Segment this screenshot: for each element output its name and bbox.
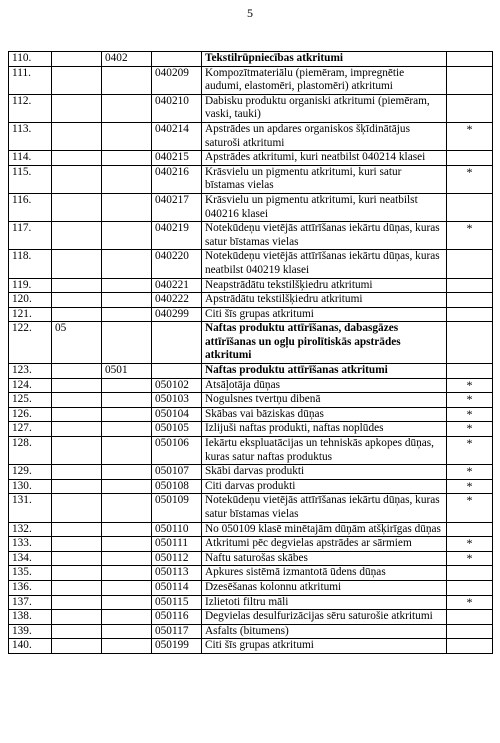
row-number: 121. [9, 307, 52, 322]
row-number: 119. [9, 278, 52, 293]
waste-description: Naftas produktu attīrīšanas, dabasgāzes attīrīšanas un ogļu pirolītiskās apstrādes atkritumi [202, 322, 447, 364]
waste-code: 050105 [152, 422, 202, 437]
waste-description: Asfalts (bitumens) [202, 624, 447, 639]
waste-code: 040217 [152, 193, 202, 221]
hazard-marker [447, 94, 493, 122]
row-number: 113. [9, 122, 52, 150]
waste-description: Iekārtu ekspluatācijas un tehniskās apkopes dūņas, kuras satur naftas produktus [202, 437, 447, 465]
chapter-code [52, 551, 102, 566]
hazard-marker [447, 580, 493, 595]
hazard-marker [447, 624, 493, 639]
waste-classification-table [8, 51, 493, 654]
hazard-marker [447, 322, 493, 364]
hazard-marker [447, 52, 493, 67]
subchapter-code [102, 94, 152, 122]
waste-code: 050117 [152, 624, 202, 639]
table-row [9, 193, 493, 221]
hazard-marker: * [447, 122, 493, 150]
hazard-marker [447, 66, 493, 94]
waste-code: 040215 [152, 151, 202, 166]
hazard-marker: * [447, 378, 493, 393]
chapter-code [52, 52, 102, 67]
waste-description: Dzesēšanas kolonnu atkritumi [202, 580, 447, 595]
subchapter-code [102, 393, 152, 408]
table-row [9, 165, 493, 193]
row-number: 126. [9, 407, 52, 422]
row-number: 139. [9, 624, 52, 639]
subchapter-code [102, 624, 152, 639]
waste-code: 050106 [152, 437, 202, 465]
table-row [9, 278, 493, 293]
waste-description: Atsāļotāja dūņas [202, 378, 447, 393]
table-row [9, 437, 493, 465]
row-number: 137. [9, 595, 52, 610]
waste-description: Apstrādes un apdares organiskos šķīdinātājus saturoši atkritumi [202, 122, 447, 150]
chapter-code [52, 193, 102, 221]
row-number: 120. [9, 293, 52, 308]
waste-description: Naftas produktu attīrīšanas atkritumi [202, 364, 447, 379]
row-number: 133. [9, 537, 52, 552]
waste-description: Krāsvielu un pigmentu atkritumi, kuri satur bīstamas vielas [202, 165, 447, 193]
row-number: 124. [9, 378, 52, 393]
row-number: 114. [9, 151, 52, 166]
chapter-code [52, 465, 102, 480]
waste-code: 040220 [152, 250, 202, 278]
row-number: 135. [9, 566, 52, 581]
table-body [9, 52, 493, 654]
waste-code: 050109 [152, 494, 202, 522]
subchapter-code [102, 580, 152, 595]
waste-code: 050111 [152, 537, 202, 552]
table-row [9, 222, 493, 250]
chapter-code [52, 624, 102, 639]
waste-code: 040216 [152, 165, 202, 193]
waste-description: Notekūdeņu vietējās attīrīšanas iekārtu dūņas, kuras satur bīstamas vielas [202, 222, 447, 250]
hazard-marker: * [447, 437, 493, 465]
table-row [9, 94, 493, 122]
table-row [9, 151, 493, 166]
table-row [9, 465, 493, 480]
chapter-code [52, 407, 102, 422]
waste-code: 050115 [152, 595, 202, 610]
waste-code: 040214 [152, 122, 202, 150]
waste-description: Apstrādātu tekstilšķiedru atkritumi [202, 293, 447, 308]
subchapter-code [102, 551, 152, 566]
subchapter-code: 0402 [102, 52, 152, 67]
subchapter-code [102, 566, 152, 581]
chapter-code [52, 610, 102, 625]
waste-description: Skābi darvas produkti [202, 465, 447, 480]
subchapter-code [102, 151, 152, 166]
table-row [9, 307, 493, 322]
waste-code [152, 364, 202, 379]
subchapter-code [102, 322, 152, 364]
waste-description: No 050109 klasē minētajām dūņām atšķirīgas dūņas [202, 522, 447, 537]
hazard-marker [447, 639, 493, 654]
hazard-marker: * [447, 165, 493, 193]
waste-description: Nogulsnes tvertņu dibenā [202, 393, 447, 408]
table-row [9, 407, 493, 422]
subchapter-code [102, 165, 152, 193]
chapter-code [52, 278, 102, 293]
table-row [9, 52, 493, 67]
chapter-code [52, 250, 102, 278]
waste-description: Kompozītmateriālu (piemēram, impregnētie audumi, elastomēri, plastomēri) atkritumi [202, 66, 447, 94]
waste-code [152, 322, 202, 364]
hazard-marker [447, 151, 493, 166]
subchapter-code [102, 378, 152, 393]
waste-description: Notekūdeņu vietējās attīrīšanas iekārtu dūņas, kuras neatbilst 040219 klasei [202, 250, 447, 278]
waste-code: 050103 [152, 393, 202, 408]
chapter-code [52, 94, 102, 122]
table-row [9, 322, 493, 364]
waste-code: 040222 [152, 293, 202, 308]
chapter-code [52, 222, 102, 250]
waste-description: Citi darvas produkti [202, 479, 447, 494]
row-number: 138. [9, 610, 52, 625]
hazard-marker: * [447, 465, 493, 480]
chapter-code [52, 66, 102, 94]
waste-description: Tekstilrūpniecības atkritumi [202, 52, 447, 67]
row-number: 123. [9, 364, 52, 379]
hazard-marker [447, 610, 493, 625]
table-row [9, 580, 493, 595]
table-row [9, 422, 493, 437]
row-number: 111. [9, 66, 52, 94]
table-row [9, 66, 493, 94]
subchapter-code [102, 307, 152, 322]
table-row [9, 378, 493, 393]
table-row [9, 624, 493, 639]
subchapter-code [102, 66, 152, 94]
waste-description: Apkures sistēmā izmantotā ūdens dūņas [202, 566, 447, 581]
waste-description: Naftu saturošas skābes [202, 551, 447, 566]
row-number: 132. [9, 522, 52, 537]
hazard-marker: * [447, 393, 493, 408]
chapter-code [52, 522, 102, 537]
subchapter-code [102, 522, 152, 537]
row-number: 117. [9, 222, 52, 250]
hazard-marker [447, 250, 493, 278]
table-row [9, 537, 493, 552]
waste-description: Citi šīs grupas atkritumi [202, 639, 447, 654]
chapter-code [52, 307, 102, 322]
hazard-marker: * [447, 595, 493, 610]
row-number: 116. [9, 193, 52, 221]
chapter-code [52, 437, 102, 465]
chapter-code: 05 [52, 322, 102, 364]
row-number: 140. [9, 639, 52, 654]
table-row [9, 250, 493, 278]
chapter-code [52, 537, 102, 552]
waste-code: 050108 [152, 479, 202, 494]
row-number: 118. [9, 250, 52, 278]
subchapter-code [102, 193, 152, 221]
row-number: 115. [9, 165, 52, 193]
waste-description: Dabisku produktu organiski atkritumi (piemēram, vaski, tauki) [202, 94, 447, 122]
chapter-code [52, 151, 102, 166]
table-row [9, 393, 493, 408]
chapter-code [52, 479, 102, 494]
table-row [9, 595, 493, 610]
row-number: 128. [9, 437, 52, 465]
waste-code: 050114 [152, 580, 202, 595]
hazard-marker [447, 278, 493, 293]
table-row [9, 551, 493, 566]
waste-description: Degvielas desulfurizācijas sēru saturošie atkritumi [202, 610, 447, 625]
waste-code: 050116 [152, 610, 202, 625]
subchapter-code: 0501 [102, 364, 152, 379]
subchapter-code [102, 250, 152, 278]
subchapter-code [102, 595, 152, 610]
hazard-marker [447, 364, 493, 379]
table-row [9, 122, 493, 150]
subchapter-code [102, 293, 152, 308]
subchapter-code [102, 278, 152, 293]
hazard-marker [447, 522, 493, 537]
waste-description: Izlijuši naftas produkti, naftas noplūdes [202, 422, 447, 437]
waste-description: Skābas vai bāziskas dūņas [202, 407, 447, 422]
chapter-code [52, 293, 102, 308]
row-number: 129. [9, 465, 52, 480]
row-number: 112. [9, 94, 52, 122]
hazard-marker: * [447, 494, 493, 522]
waste-code: 050110 [152, 522, 202, 537]
waste-description: Apstrādes atkritumi, kuri neatbilst 040214 klasei [202, 151, 447, 166]
chapter-code [52, 422, 102, 437]
chapter-code [52, 364, 102, 379]
waste-description: Citi šīs grupas atkritumi [202, 307, 447, 322]
subchapter-code [102, 610, 152, 625]
hazard-marker: * [447, 551, 493, 566]
table-row [9, 522, 493, 537]
subchapter-code [102, 639, 152, 654]
chapter-code [52, 494, 102, 522]
row-number: 122. [9, 322, 52, 364]
waste-code: 050102 [152, 378, 202, 393]
page-number: 5 [247, 6, 253, 20]
hazard-marker: * [447, 537, 493, 552]
subchapter-code [102, 422, 152, 437]
waste-code: 040210 [152, 94, 202, 122]
waste-description: Notekūdeņu vietējās attīrīšanas iekārtu dūņas, kuras satur bīstamas vielas [202, 494, 447, 522]
chapter-code [52, 122, 102, 150]
subchapter-code [102, 479, 152, 494]
waste-description: Krāsvielu un pigmentu atkritumi, kuri neatbilst 040216 klasei [202, 193, 447, 221]
row-number: 125. [9, 393, 52, 408]
waste-description: Neapstrādātu tekstilšķiedru atkritumi [202, 278, 447, 293]
waste-code [152, 52, 202, 67]
row-number: 131. [9, 494, 52, 522]
row-number: 110. [9, 52, 52, 67]
waste-code: 050199 [152, 639, 202, 654]
table-row [9, 293, 493, 308]
table-row [9, 639, 493, 654]
subchapter-code [102, 494, 152, 522]
waste-description: Atkritumi pēc degvielas apstrādes ar sārmiem [202, 537, 447, 552]
table-row [9, 494, 493, 522]
waste-code: 040219 [152, 222, 202, 250]
chapter-code [52, 639, 102, 654]
hazard-marker: * [447, 479, 493, 494]
hazard-marker: * [447, 407, 493, 422]
table-row [9, 566, 493, 581]
hazard-marker: * [447, 422, 493, 437]
hazard-marker [447, 307, 493, 322]
hazard-marker: * [447, 222, 493, 250]
subchapter-code [102, 222, 152, 250]
waste-code: 040299 [152, 307, 202, 322]
subchapter-code [102, 537, 152, 552]
waste-code: 050113 [152, 566, 202, 581]
chapter-code [52, 165, 102, 193]
chapter-code [52, 393, 102, 408]
table-row [9, 364, 493, 379]
table-row [9, 610, 493, 625]
subchapter-code [102, 407, 152, 422]
row-number: 127. [9, 422, 52, 437]
subchapter-code [102, 437, 152, 465]
hazard-marker [447, 193, 493, 221]
chapter-code [52, 566, 102, 581]
waste-code: 040221 [152, 278, 202, 293]
row-number: 130. [9, 479, 52, 494]
hazard-marker [447, 566, 493, 581]
row-number: 136. [9, 580, 52, 595]
waste-code: 050112 [152, 551, 202, 566]
chapter-code [52, 595, 102, 610]
subchapter-code [102, 122, 152, 150]
chapter-code [52, 378, 102, 393]
waste-code: 050104 [152, 407, 202, 422]
waste-code: 040209 [152, 66, 202, 94]
chapter-code [52, 580, 102, 595]
subchapter-code [102, 465, 152, 480]
hazard-marker [447, 293, 493, 308]
table-row [9, 479, 493, 494]
waste-code: 050107 [152, 465, 202, 480]
row-number: 134. [9, 551, 52, 566]
waste-description: Izlietoti filtru māli [202, 595, 447, 610]
